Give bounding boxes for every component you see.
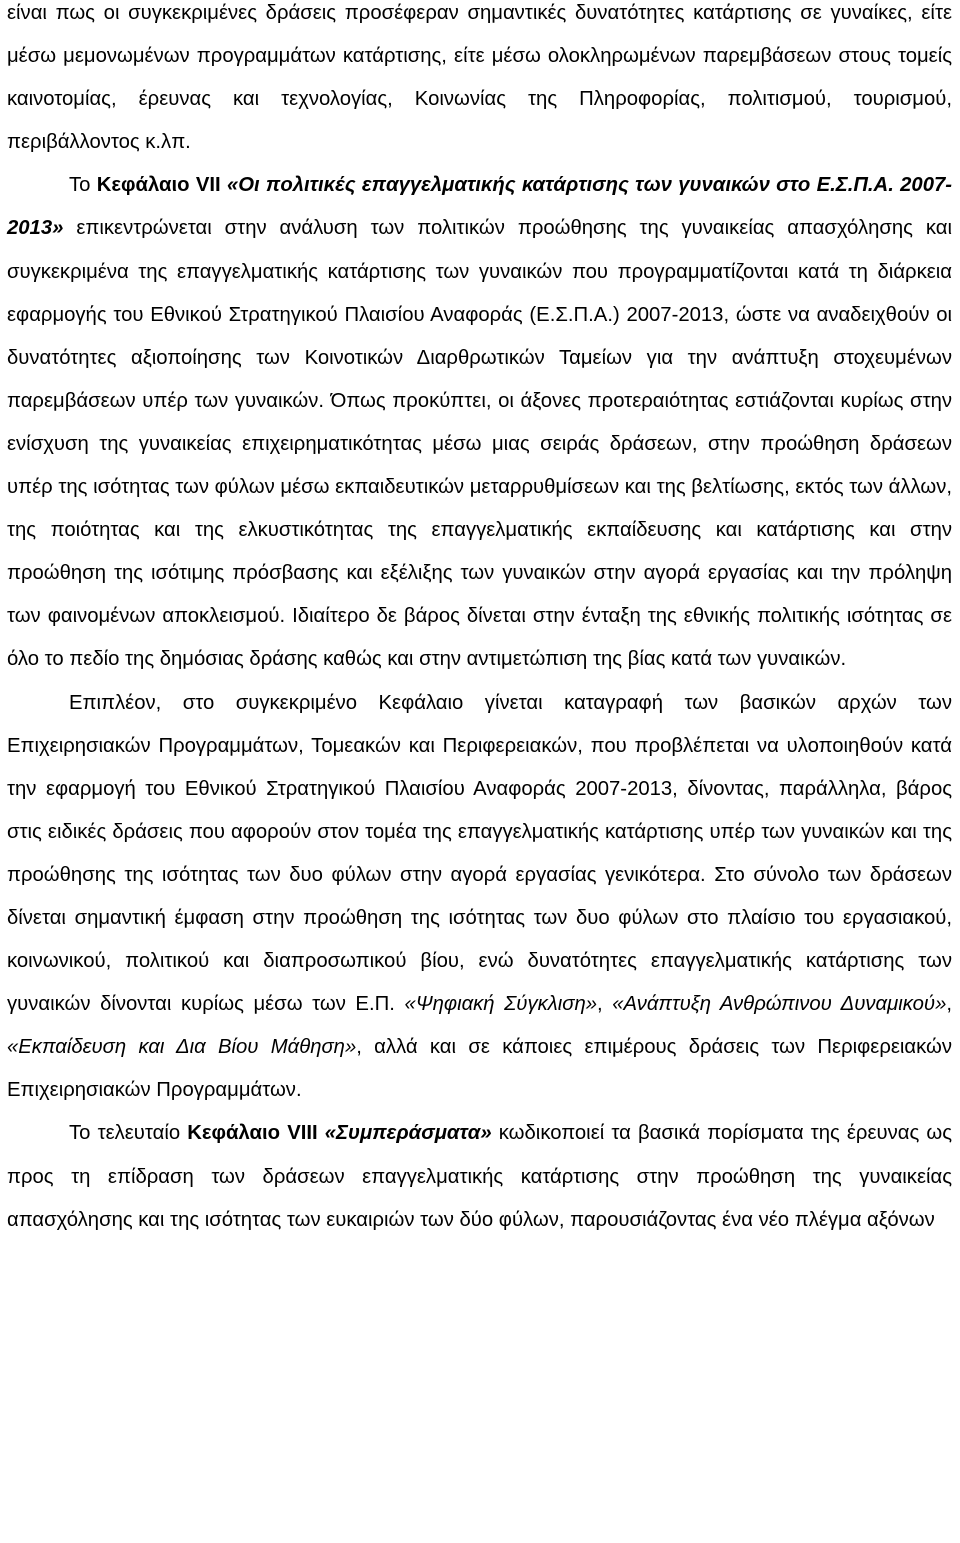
paragraph-text: είναι πως οι συγκεκριμένες δράσεις προσέφεραν σημαντικές δυνατότητες κατάρτισης σε γυναίκες, είτε μέσω μεμονωμένων προγραμμάτων κατάρτισης, είτε μέσω ολοκληρωμένων παρεμβάσεων στους τομείς καινοτομίας, έρευνας και τεχνολογίας, Κοινωνίας της Πληροφορίας, πολιτισμού, τουρισμού, περιβάλλοντος κ.λπ. bbox=[7, 2, 952, 154]
chapter-heading: Κεφάλαιο VII bbox=[96, 174, 221, 197]
paragraph-text: επικεντρώνεται στην ανάλυση των πολιτικών προώθησης της γυναικείας απασχόλησης και συγκεκριμένα της επαγγελματικής κατάρτισης των γυναικών που προγραμματίζονται κατά τη διάρκεια εφαρμογής του Εθνικού Στρατηγικού Πλαισίου Αναφοράς (Ε.Σ.Π.Α.) 2007-2013, ώστε να αναδειχθούν οι δυνατότητες αξιοποίησης των Κοινοτικών Διαρθρωτικών Ταμείων για την ανάπτυξη στοχευμένων παρεμβάσεων υπέρ των γυναικών. Όπως προκύπτει, οι άξονες προτεραιότητας εστιάζονται κυρίως στην ενίσχυση της γυναικείας επιχειρηματικότητας μέσω μιας σειράς δράσεων, στην προώθηση δράσεων υπέρ της ισότητας των φύλων μέσω εκπαιδευτικών μεταρρυθμίσεων και της βελτίωσης, εκτός των άλλων, της ποιότητας και της ελκυστικότητας της επαγγελματικής εκπαίδευσης και κατάρτισης και στην προώθηση της ισότιμης πρόσβασης και εξέλιξης των γυναικών στην αγορά εργασίας και την πρόληψη των φαινομένων αποκλεισμού. Ιδιαίτερο δε βάρος δίνεται στην ένταξη της εθνικής πολιτικής ισότητας σε όλο το πεδίο της δημόσιας δράσης καθώς και στην αντιμετώπιση της βίας κατά των γυναικών. bbox=[7, 217, 952, 671]
paragraph-text: Το bbox=[69, 174, 97, 197]
paragraph-chapter-vii bbox=[7, 164, 952, 681]
paragraph-operational-programmes bbox=[7, 682, 952, 1113]
programme-name: «Ανάπτυξη Ανθρώπινου Δυναμικού» bbox=[612, 993, 947, 1016]
paragraph-text: κωδικοποιεί τα βασικά πορίσματα της έρευνας ως προς τη επίδραση των δράσεων επαγγελματικής κατάρτισης στην προώθηση της γυναικείας απασχόλησης και της ισότητας των ευκαιριών των δύο φύλων, παρουσιάζοντας ένα νέο πλέγμα αξόνων bbox=[7, 1122, 952, 1231]
programme-name: «Ψηφιακή Σύγκλιση» bbox=[404, 993, 598, 1016]
chapter-title: «Συμπεράσματα» bbox=[324, 1122, 492, 1145]
paragraph-text: , bbox=[597, 993, 613, 1016]
paragraph-text bbox=[318, 1122, 325, 1144]
paragraph-text: , bbox=[946, 993, 952, 1016]
paragraph-text: Το τελευταίο bbox=[69, 1122, 188, 1145]
paragraph-continuation bbox=[7, 0, 952, 164]
chapter-heading: Κεφάλαιο VIII bbox=[187, 1122, 318, 1145]
programme-name: «Εκπαίδευση και Δια Βίου Μάθηση» bbox=[7, 1036, 357, 1059]
paragraph-text: , αλλά και σε κάποιες επιμέρους δράσεις των Περιφερειακών Επιχειρησιακών Προγραμμάτων. bbox=[7, 1036, 953, 1102]
chapter-title: «Οι πολιτικές επαγγελματικής κατάρτισης των γυναικών στο Ε.Σ.Π.Α. 2007-2013» bbox=[7, 174, 953, 240]
paragraph-text: Επιπλέον, στο συγκεκριμένο Κεφάλαιο γίνεται καταγραφή των βασικών αρχών των Επιχειρησιακών Προγραμμάτων, Τομεακών και Περιφερειακών, που προβλέπεται να υλοποιηθούν κατά την εφαρμογή του Εθνικού Στρατηγικού Πλαισίου Αναφοράς 2007-2013, δίνοντας, παράλληλα, βάρος στις ειδικές δράσεις που αφορούν στον τομέα της επαγγελματικής κατάρτισης υπέρ των γυναικών και της προώθησης της ισότητας των δυο φύλων στην αγορά εργασίας γενικότερα. Στο σύνολο των δράσεων δίνεται σημαντική έμφαση στην προώθηση της ισότητας των δυο φύλων στο πλαίσιο του εργασιακού, κοινωνικού, πολιτικού και διαπροσωπικού βίου, ενώ δυνατότητες επαγγελματικής κατάρτισης των γυναικών δίνονται κυρίως μέσω των Ε.Π. bbox=[7, 691, 952, 1016]
paragraph-chapter-viii bbox=[7, 1112, 952, 1241]
